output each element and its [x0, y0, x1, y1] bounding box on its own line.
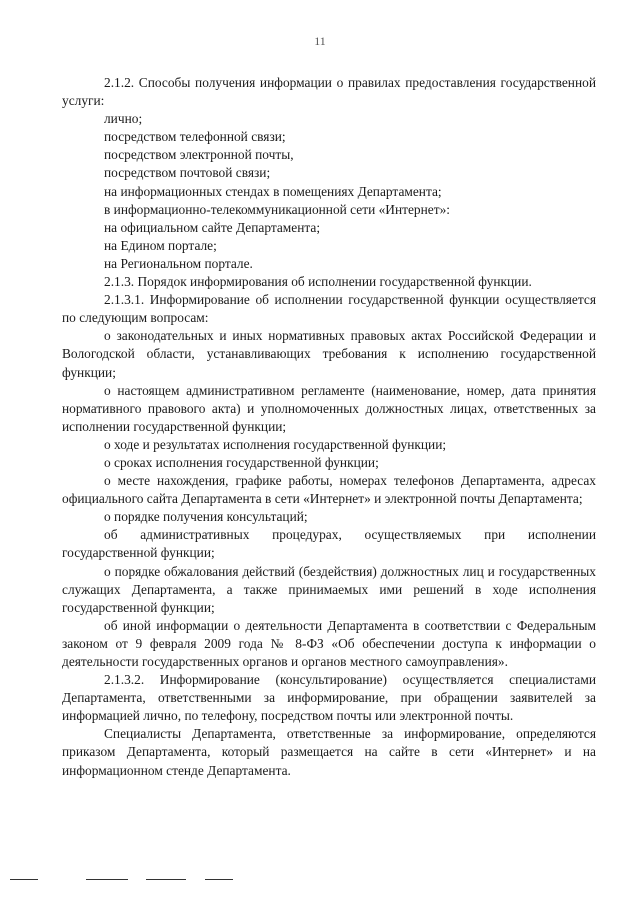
- list-item: о порядке обжалования действий (бездействия) должностных лиц и государственных служащих Департамента, а также принимаемых ими решений в ходе исполнения государственной функции;: [62, 563, 596, 615]
- list-item: на официальном сайте Департамента;: [104, 219, 321, 235]
- list-item: на Едином портале;: [104, 237, 217, 253]
- list-item: о законодательных и иных нормативных правовых актах Российской Федерации и Вологодской области, устанавливающих требования к исполнению государственной функции;: [62, 328, 596, 380]
- list-item: посредством почтовой связи;: [104, 165, 271, 181]
- footer-dash: [146, 879, 186, 880]
- document-body: [62, 74, 596, 780]
- list-item: посредством электронной почты,: [104, 147, 294, 163]
- section-heading-2-1-3: 2.1.3. Порядок информирования об исполнении государственной функции.: [104, 274, 532, 290]
- paragraph-specialists: Специалисты Департамента, ответственные за информирование, определяются приказом Департамента, который размещается на сайте в сети «Интернет» и на информационном стенде Департамента.: [62, 726, 596, 778]
- footer-dash: [10, 879, 38, 880]
- list-item: о порядке получения консультаций;: [104, 509, 308, 525]
- paragraph-2-1-3-1: 2.1.3.1. Информирование об исполнении государственной функции осуществляется по следующим вопросам:: [62, 292, 596, 326]
- list-item: об административных процедурах, осуществляемых при исполнении государственной функции;: [62, 527, 596, 561]
- list-item: лично;: [104, 111, 143, 127]
- list-item: о месте нахождения, графике работы, номерах телефонов Департамента, адресах официального сайта Департамента в сети «Интернет» и электронной почты Департамента;: [62, 473, 596, 507]
- list-item: о ходе и результатах исполнения государственной функции;: [104, 436, 447, 452]
- list-item: на Региональном портале.: [104, 255, 253, 271]
- list-item: на информационных стендах в помещениях Департамента;: [104, 183, 442, 199]
- paragraph-2-1-3-2: 2.1.3.2. Информирование (консультирование) осуществляется специалистами Департамента, ответственными за информирование, при обращении заявителей за информацией лично, по телефону, посредством почты или электронной почты.: [62, 672, 596, 724]
- list-item: посредством телефонной связи;: [104, 129, 286, 145]
- footer-dash: [86, 879, 128, 880]
- list-item: в информационно-телекоммуникационной сети «Интернет»:: [104, 201, 450, 217]
- paragraph-2-1-2: 2.1.2. Способы получения информации о правилах предоставления государственной услуги:: [62, 75, 596, 109]
- page-number: 11: [314, 34, 326, 48]
- list-item: о настоящем административном регламенте (наименование, номер, дата принятия нормативного правового акта) и уполномоченных должностных лицах, ответственных за исполнении государственной функции;: [62, 382, 596, 434]
- list-item: об иной информации о деятельности Департамента в соответствии с Федеральным законом от 9 февраля 2009 года № 8-ФЗ «Об обеспечении доступа к информации о деятельности государственных органов и органов местного самоуправления».: [62, 617, 596, 669]
- list-item: о сроках исполнения государственной функции;: [104, 454, 379, 470]
- footer-rule: [0, 879, 640, 883]
- footer-dash: [205, 879, 233, 880]
